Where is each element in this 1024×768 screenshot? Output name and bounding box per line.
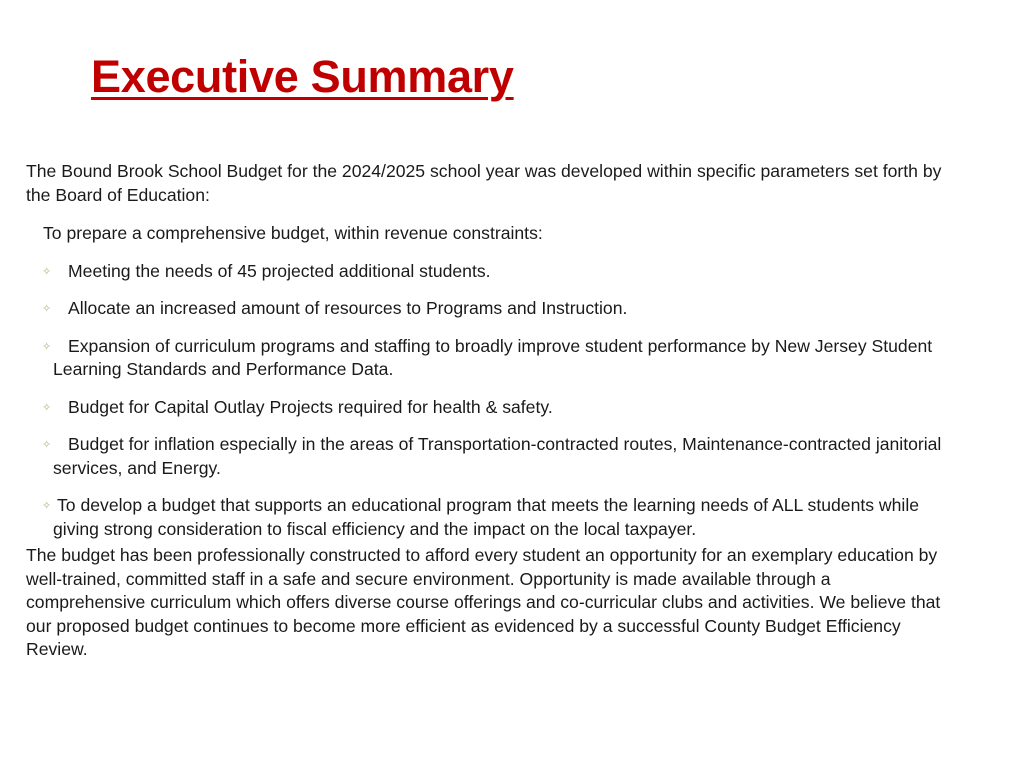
sub-intro-line: To prepare a comprehensive budget, within revenue constraints: (43, 223, 543, 243)
bullet-text: Allocate an increased amount of resources to Programs and Instruction. (68, 298, 628, 318)
list-item (26, 260, 946, 284)
bullet-text: Budget for inflation especially in the areas of Transportation-contracted routes, Maintenance-contracted janitorial services, and Energy. (53, 434, 942, 478)
bullet-text: To develop a budget that supports an educational program that meets the learning needs of ALL students while giving strong consideration to fiscal efficiency and the impact on the local taxpayer. (53, 495, 920, 539)
list-item (26, 335, 946, 382)
diamond-bullet-icon: ✧ (42, 340, 52, 353)
list-item (26, 396, 946, 420)
bullet-text: Meeting the needs of 45 projected additional students. (68, 260, 491, 281)
diamond-bullet-icon: ✧ (42, 265, 52, 278)
bullet-list (26, 260, 946, 542)
diamond-bullet-icon: ✧ (42, 439, 52, 451)
list-item (26, 494, 946, 541)
bullet-text: Expansion of curriculum programs and staffing to broadly improve student performance by New Jersey Student Learning Standards and Performance Data. (53, 335, 933, 379)
diamond-bullet-icon: ✧ (42, 303, 52, 315)
list-item (26, 297, 946, 321)
list-item (26, 433, 946, 480)
bullet-text: Budget for Capital Outlay Projects required for health & safety. (68, 396, 553, 417)
diamond-bullet-icon: ✧ (42, 500, 52, 512)
slide-title: Executive Summary (91, 51, 514, 102)
slide-body (26, 160, 946, 662)
intro-paragraph: The Bound Brook School Budget for the 2024/2025 school year was developed within specific parameters set forth by the Board of Education: (26, 161, 942, 205)
closing-paragraph: The budget has been professionally constructed to afford every student an opportunity for an exemplary education by well-trained, committed staff in a safe and secure environment. Opportunity is made available through a comprehensive curriculum which offers diverse course offerings and co-curricular clubs and activities. We believe that our proposed budget continues to become more efficient as evidenced by a successful County Budget Efficiency Review. (26, 545, 941, 659)
diamond-bullet-icon: ✧ (42, 401, 52, 414)
